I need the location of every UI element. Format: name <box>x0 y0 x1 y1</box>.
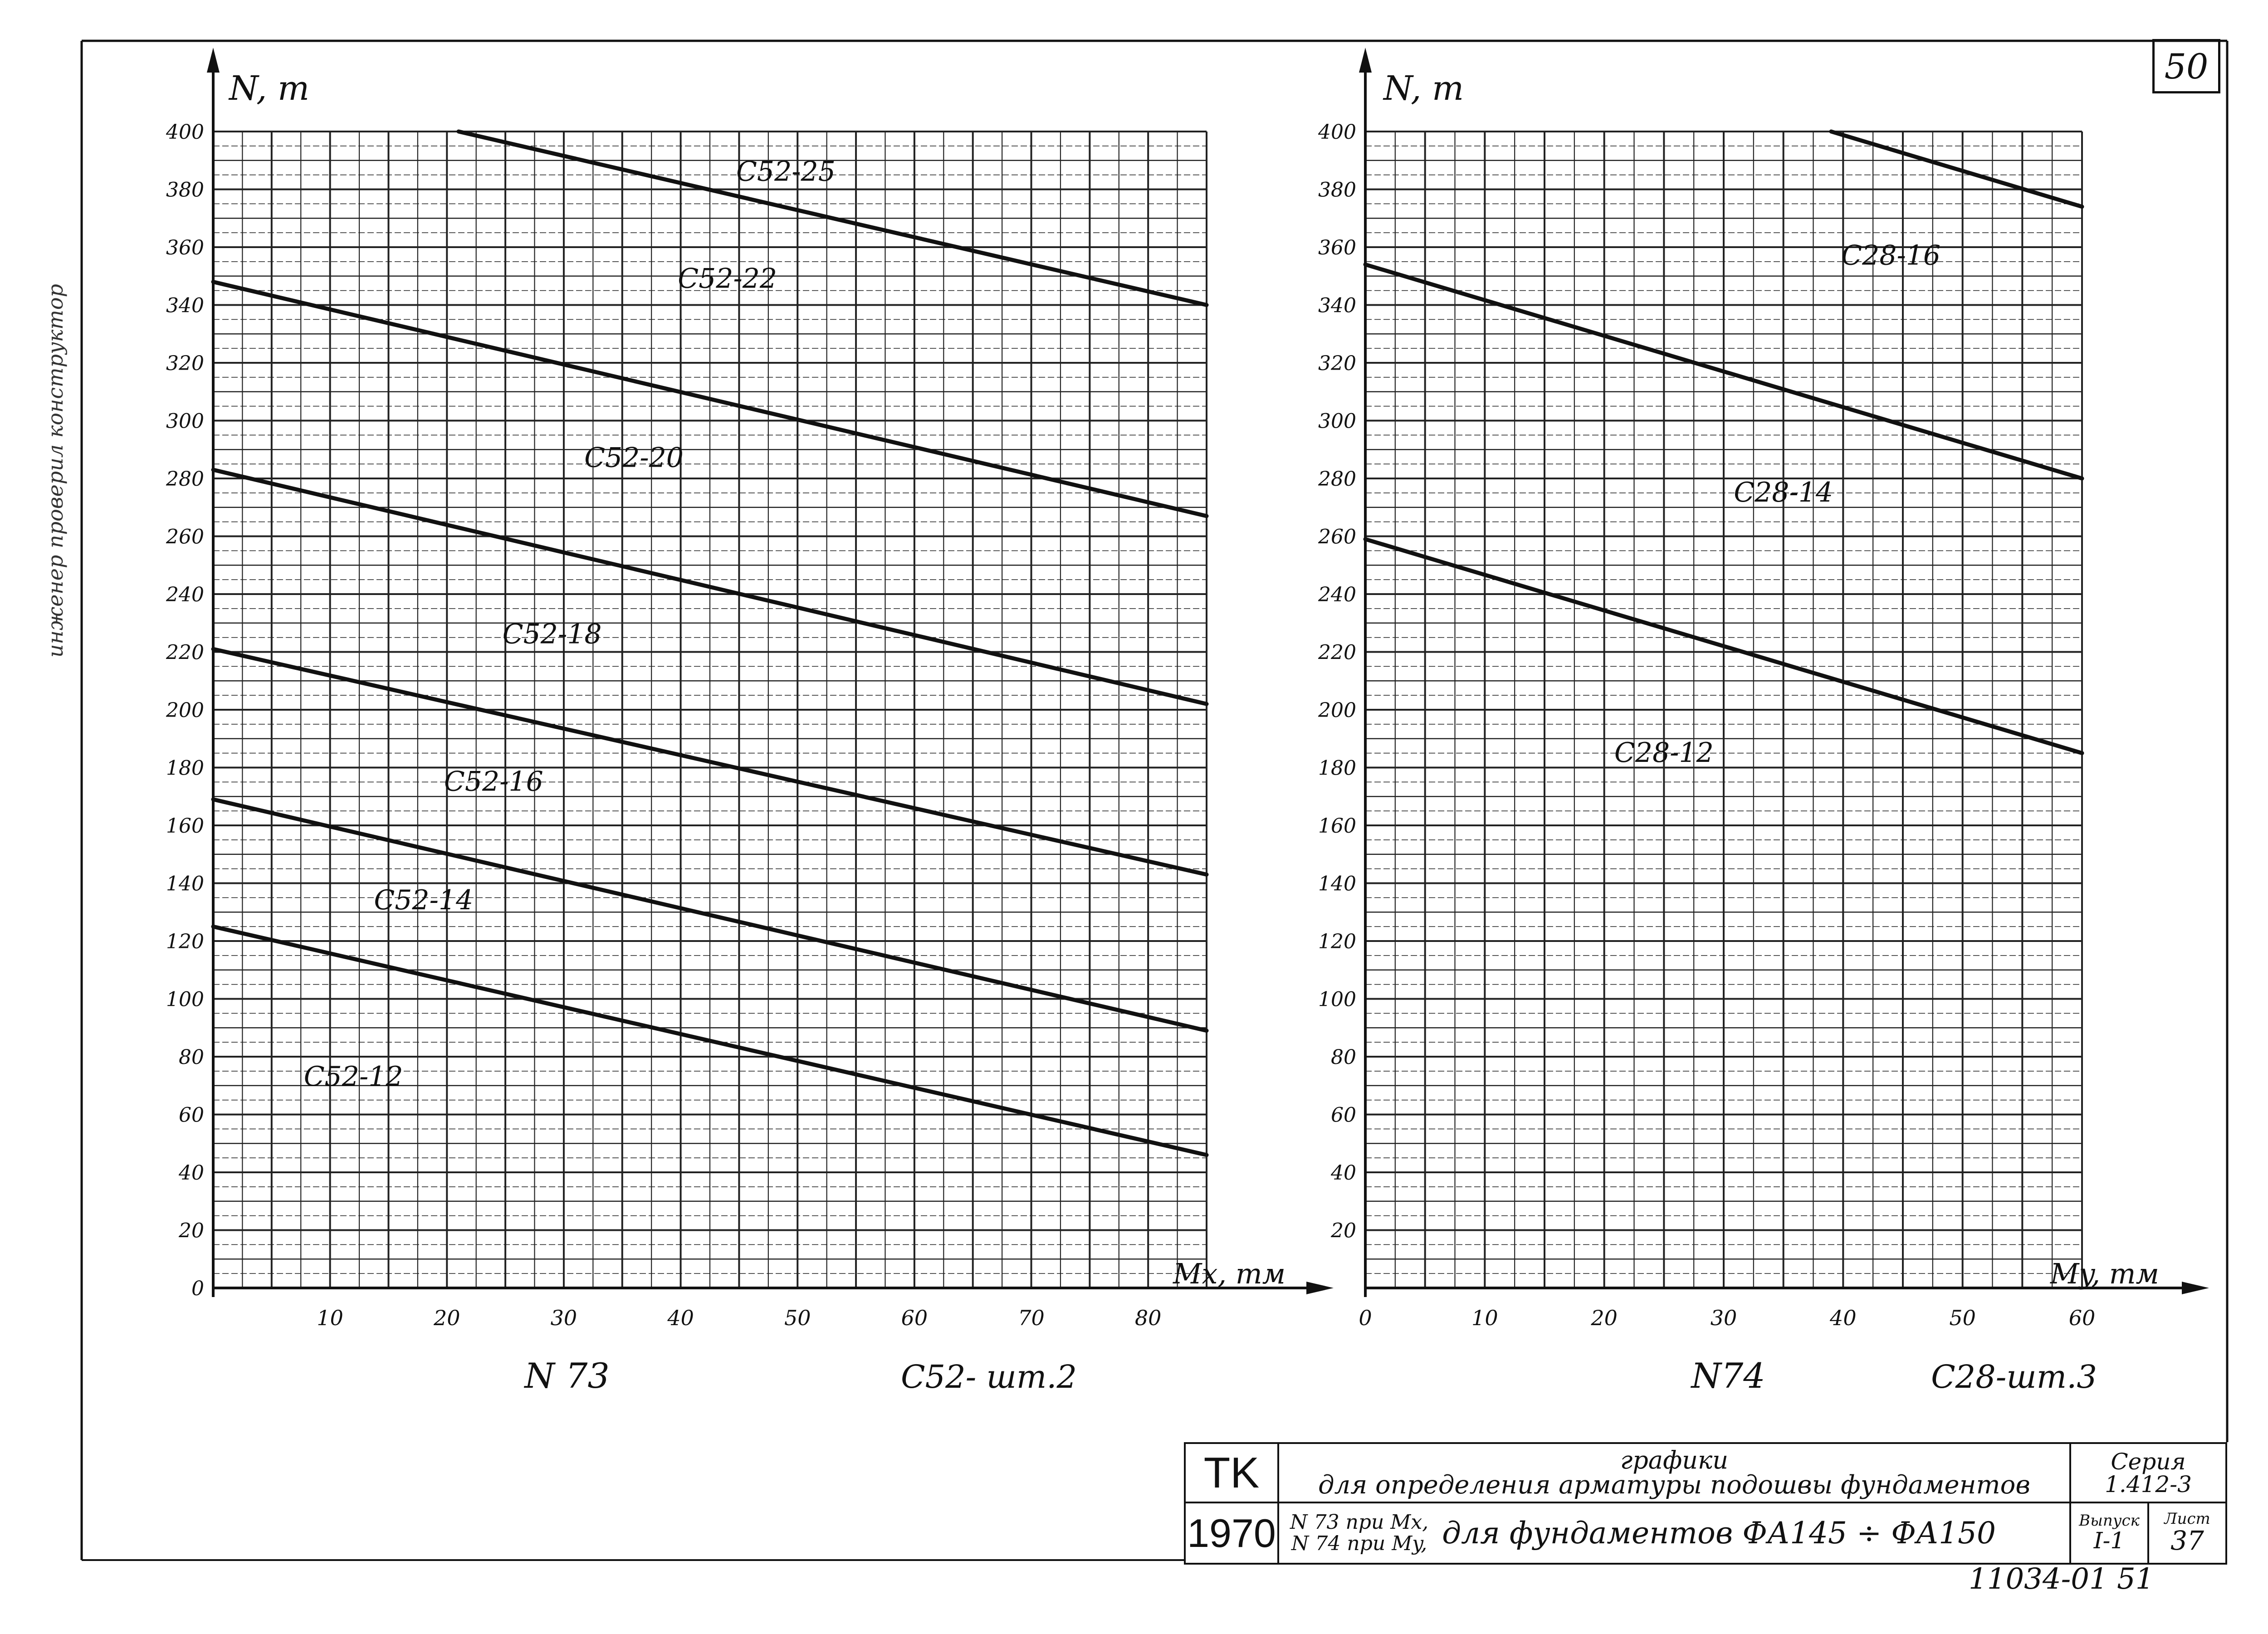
chart-caption-pieces: C52- шт.2 <box>900 1358 1077 1395</box>
y-tick-label: 220 <box>166 641 204 664</box>
x-tick-label: 0 <box>1359 1306 1372 1330</box>
curve-label: C52-16 <box>444 766 543 798</box>
y-tick-label: 200 <box>1318 699 1356 722</box>
y-tick-label: 260 <box>1318 525 1356 549</box>
x-tick-label: 30 <box>1710 1306 1737 1330</box>
x-axis-title: My, тм <box>2050 1257 2159 1290</box>
y-axis-title: N, т <box>1383 69 1464 108</box>
x-axis-arrow <box>2182 1282 2209 1294</box>
x-tick-label: 20 <box>434 1306 460 1330</box>
chart-n73 <box>166 48 1334 1396</box>
stamp-sheet-label: Лист <box>2164 1509 2210 1528</box>
y-tick-label: 100 <box>166 988 204 1011</box>
x-tick-label: 80 <box>1134 1306 1162 1330</box>
y-tick-label: 380 <box>1318 178 1356 202</box>
y-tick-label: 400 <box>1318 121 1356 144</box>
y-tick-label: 280 <box>1318 468 1356 491</box>
y-tick-label: 80 <box>1331 1046 1356 1069</box>
x-tick-label: 30 <box>550 1306 577 1330</box>
stamp-series-value: 1.412-3 <box>2105 1471 2192 1497</box>
y-tick-label: 180 <box>166 756 204 780</box>
stamp-title-2: для определения арматуры подошвы фундаментов <box>1318 1470 2030 1500</box>
stamp-issue <box>2069 1502 2149 1565</box>
y-tick-label: 200 <box>166 699 204 722</box>
stamp-title-1: графики <box>1620 1445 1729 1474</box>
y-tick-label: 320 <box>1318 352 1356 375</box>
y-tick-label: 140 <box>166 872 204 896</box>
y-axis-arrow <box>207 48 220 73</box>
stamp-issue-value: I-1 <box>2093 1527 2125 1554</box>
chart-caption-pieces: C28-шт.3 <box>1931 1358 2097 1395</box>
curve-label: C28-14 <box>1734 477 1833 508</box>
x-tick-label: 20 <box>1591 1306 1618 1330</box>
y-tick-label: 400 <box>166 121 204 144</box>
stamp-year: 1970 <box>1184 1502 1279 1565</box>
curve-label: C52-12 <box>303 1060 403 1093</box>
y-tick-label: 240 <box>1318 583 1356 606</box>
stamp-issue-label: Выпуск <box>2079 1512 2140 1530</box>
y-tick-label: 20 <box>1331 1219 1356 1243</box>
y-tick-label: 180 <box>1318 756 1356 780</box>
stamp-sub-1: N 73 при Mx, <box>1290 1511 1429 1534</box>
y-tick-label: 220 <box>1318 641 1356 664</box>
stamp-series <box>2069 1442 2227 1503</box>
curve-label: C28-16 <box>1841 239 1941 272</box>
x-tick-label: 40 <box>1830 1306 1857 1330</box>
y-tick-label: 360 <box>166 236 204 259</box>
x-tick-label: 60 <box>2068 1306 2096 1330</box>
x-tick-label: 70 <box>1018 1306 1045 1330</box>
y-tick-label: 300 <box>1318 410 1356 433</box>
y-tick-label: 20 <box>179 1219 204 1243</box>
y-tick-label: 320 <box>166 352 204 375</box>
curve-label: C52-25 <box>736 156 836 188</box>
y-tick-label: 0 <box>191 1277 204 1300</box>
y-tick-label: 340 <box>166 294 204 317</box>
stamp-sheet <box>2147 1502 2227 1565</box>
y-tick-label: 120 <box>1318 930 1356 953</box>
curve-label: C52-22 <box>678 263 777 295</box>
series-line <box>1831 132 2082 207</box>
sidebar-signatures: инженер проверил конструктор <box>43 284 68 658</box>
y-tick-label: 380 <box>166 178 204 202</box>
y-tick-label: 140 <box>1318 872 1356 896</box>
y-tick-label: 120 <box>166 930 204 953</box>
chart-n74 <box>1318 48 2209 1396</box>
stamp-sub-2: N 74 при My, <box>1291 1532 1427 1555</box>
y-tick-label: 60 <box>1331 1103 1356 1127</box>
y-tick-label: 300 <box>166 410 204 433</box>
curve-label: C28-12 <box>1614 737 1714 769</box>
stamp-sheet-value: 37 <box>2170 1525 2204 1556</box>
stamp-series-label: Серия <box>2111 1448 2186 1475</box>
page-number: 50 <box>2152 39 2220 93</box>
stamp-org: TK <box>1184 1442 1279 1503</box>
y-tick-label: 100 <box>1318 988 1356 1011</box>
curve-label: C52-14 <box>374 884 474 916</box>
chart-caption-number: N 73 <box>524 1356 610 1396</box>
x-tick-label: 10 <box>317 1306 343 1330</box>
x-tick-label: 10 <box>1471 1306 1498 1330</box>
archive-number: 11034-01 51 <box>1969 1562 2154 1596</box>
stamp-subtitle <box>1277 1502 2071 1565</box>
title-block <box>1184 1442 2227 1565</box>
chart-caption-number: N74 <box>1691 1356 1765 1396</box>
stamp-title <box>1277 1442 2071 1503</box>
y-tick-label: 60 <box>179 1103 204 1127</box>
x-tick-label: 40 <box>667 1306 694 1330</box>
y-tick-label: 40 <box>179 1161 204 1185</box>
y-tick-label: 80 <box>179 1046 204 1069</box>
stamp-sub-3: для фундаментов ФА145 ÷ ФА150 <box>1442 1516 1996 1551</box>
y-tick-label: 260 <box>166 525 204 549</box>
x-tick-label: 60 <box>901 1306 928 1330</box>
y-tick-label: 160 <box>166 815 204 838</box>
curve-label: C52-18 <box>502 618 602 650</box>
x-tick-label: 50 <box>784 1306 811 1330</box>
x-axis-title: Mx, тм <box>1173 1257 1286 1290</box>
y-tick-label: 240 <box>166 583 204 606</box>
y-tick-label: 160 <box>1318 815 1356 838</box>
y-tick-label: 40 <box>1331 1161 1356 1185</box>
x-axis-arrow <box>1306 1282 1334 1294</box>
y-tick-label: 280 <box>166 468 204 491</box>
y-axis-title: N, т <box>229 69 310 108</box>
x-tick-label: 50 <box>1949 1306 1976 1330</box>
curve-label: C52-20 <box>584 442 684 474</box>
y-tick-label: 360 <box>1318 236 1356 259</box>
y-axis-arrow <box>1359 48 1372 73</box>
y-tick-label: 340 <box>1318 294 1356 317</box>
